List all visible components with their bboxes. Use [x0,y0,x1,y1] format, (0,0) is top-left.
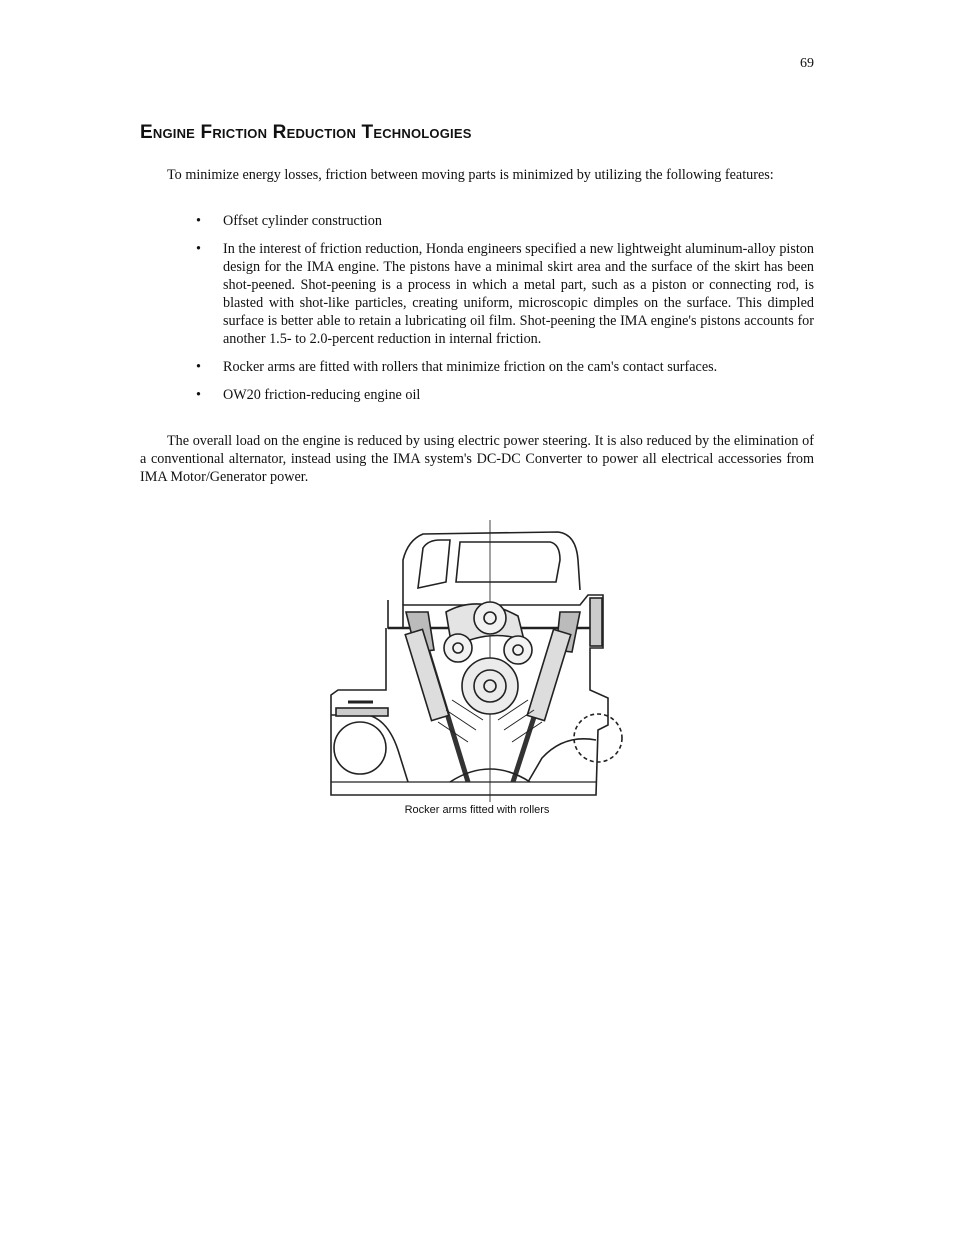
list-item [140,386,814,404]
bullet-icon: • [196,359,201,375]
list-item [140,358,814,376]
bullet-icon: • [196,241,201,257]
closing-paragraph: The overall load on the engine is reduced by using electric power steering. It is also reduced by the elimination of a conventional alternator, instead using the IMA system's DC-DC Converter to power all electrical accessories from IMA Motor/Generator power. [140,433,814,485]
bullet-icon: • [196,213,201,229]
list-item-text: Offset cylinder construction [223,213,382,229]
page-number: 69 [800,56,814,71]
bullet-icon: • [196,387,201,403]
figure-caption: Rocker arms fitted with rollers [404,804,550,816]
list-item [140,212,814,230]
feature-list [140,212,814,414]
list-item-text: In the interest of friction reduction, Honda engineers specified a new lightweight aluminum-alloy piston design for the IMA engine. The pistons have a minimal skirt area and the surface of the skirt has been shot-peened. Shot-peening is a process in which a metal part, such as a piston or connecting rod, is blasted with shot-like particles, creating uniform, microscopic dimples on the surface. This dimpled surface is better able to retain a lubricating oil film. Shot-peening the IMA engine's pistons accounts for another 1.5- to 2.0-percent reduction in internal friction. [223,241,814,347]
list-item-text: OW20 friction-reducing engine oil [223,387,421,403]
section-heading: Engine Friction Reduction Technologies [140,122,472,143]
list-item-text: Rocker arms are fitted with rollers that minimize friction on the cam's contact surfaces. [223,359,718,375]
engine-cross-section-figure [328,520,626,802]
list-item [140,240,814,348]
intro-paragraph: To minimize energy losses, friction between moving parts is minimized by utilizing the following features: [167,167,774,183]
